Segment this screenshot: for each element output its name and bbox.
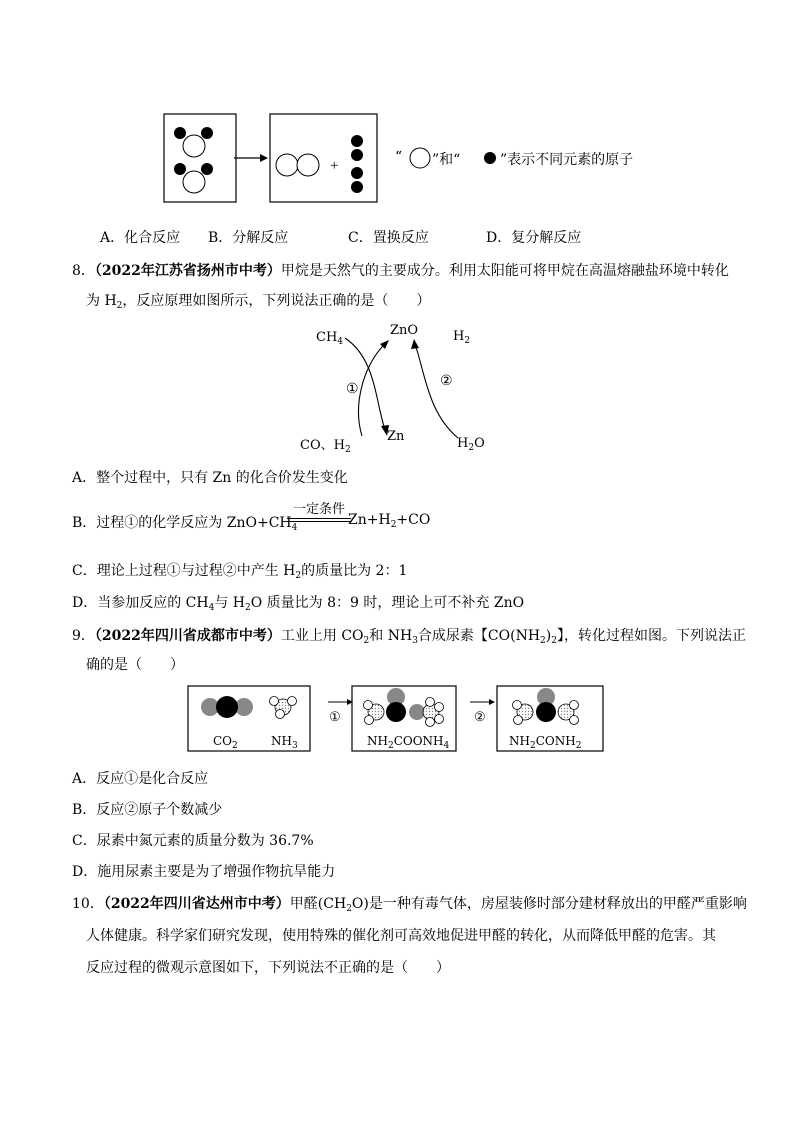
- q8-label-zno: ZnO: [390, 323, 419, 338]
- q7-option-b: B．分解反应: [208, 230, 289, 246]
- q7-legend-mid: ”和“: [432, 152, 461, 168]
- q8-label-h2: $H_2$: [453, 329, 471, 346]
- q8-label-ch4: $CH_4$: [316, 330, 344, 347]
- q8-source: （2022年江苏省扬州市中考）: [94, 263, 281, 279]
- q8-label-co-h2: CO、$H_2$: [300, 438, 351, 455]
- q8-label-h2o: $H_2O$: [457, 436, 485, 453]
- q7-legend-close: ”表示不同元素的原子: [500, 152, 634, 168]
- q9-option-d: D．施用尿素主要是为了增强作物抗旱能力: [72, 864, 336, 880]
- q10-stem-line1: 10．（2022年四川省达州市中考）甲醛$(CH_2O)$是一种有毒气体，房屋装修时部分建材释放出的甲醛严重影响: [72, 896, 747, 914]
- q9-label-urea: $NH_2CONH_2$: [509, 734, 582, 751]
- q9-stem-line2: 确的是（ ）: [86, 657, 184, 673]
- q8-stem-line2: [86, 290, 430, 311]
- q9-label-intermediate: $NH_2COONH_4$: [367, 734, 450, 751]
- q9-label-co2: $CO_2$: [213, 734, 238, 751]
- q8-option-b-products: [348, 512, 430, 530]
- q8-option-b: [72, 512, 297, 533]
- q8-option-b-tail: +CO: [396, 512, 431, 528]
- q8-option-d: D．当参加反应的 $CH_4$与 $H_2O$ 质量比为 8：9 时，理论上可不补充 ZnO: [72, 595, 525, 613]
- q9-label-nh3: $NH_3$: [271, 734, 298, 751]
- q8-stem-line1: [72, 260, 729, 280]
- q8-stem-b-sub: 2: [116, 301, 123, 311]
- q8-option-a: A．整个过程中，只有 Zn 的化合价发生变化: [72, 470, 348, 486]
- q8-option-b-condition: [287, 498, 351, 522]
- q10-stem-line2: 人体健康。科学家们研究发现，使用特殊的催化剂可高效地促进甲醛的转化，从而降低甲醛的危害。其: [86, 928, 716, 944]
- q8-label-zn: Zn: [387, 429, 405, 444]
- q8-option-b-post: Zn+H: [348, 512, 391, 528]
- q7-option-a: A．化合反应: [100, 230, 181, 246]
- q7-option-d: D．复分解反应: [486, 230, 582, 246]
- q8-option-b-pre: B．过程①的化学反应为 ZnO+CH: [72, 515, 292, 531]
- q7-option-c: C．置换反应: [348, 230, 429, 246]
- q8-stem-a: 甲烷是天然气的主要成分。利用太阳能可将甲烷在高温熔融盐环境中转化: [280, 263, 729, 279]
- q8-option-c: C．理论上过程①与过程②中产生 $H_2$的质量比为 2：1: [72, 563, 408, 581]
- q10-stem-line3: 反应过程的微观示意图如下，下列说法不正确的是（ ）: [86, 960, 450, 976]
- q8-condition-text: 一定条件: [292, 502, 345, 517]
- q8-label-step2: ②: [440, 373, 453, 389]
- q7-legend-open: “: [395, 149, 403, 165]
- q8-stem-b-post: ，反应原理如图所示，下列说法正确的是（ ）: [122, 293, 431, 309]
- q8-stem-b-pre: 为 H: [86, 293, 117, 309]
- svg-text:+: +: [330, 158, 339, 174]
- q9-option-c: C．尿素中氮元素的质量分数为 36.7%: [72, 833, 314, 849]
- q9-label-step2: ②: [474, 710, 486, 725]
- q8-option-b-sub: 4: [291, 523, 298, 533]
- q9-stem-line1: 9．（2022年四川省成都市中考）工业上用 $CO_2$和 $NH_3$合成尿素【$CO(NH_2)_2$】，转化过程如图。下列说法正: [72, 628, 746, 646]
- q9-option-b: B．反应②原子个数减少: [72, 802, 223, 818]
- q8-number: 8．: [72, 263, 95, 279]
- q9-option-a: A．反应①是化合反应: [72, 771, 209, 787]
- q8-label-step1: ①: [346, 381, 359, 397]
- q8-option-b-sub2: 2: [390, 520, 397, 530]
- q9-label-step1: ①: [329, 710, 341, 725]
